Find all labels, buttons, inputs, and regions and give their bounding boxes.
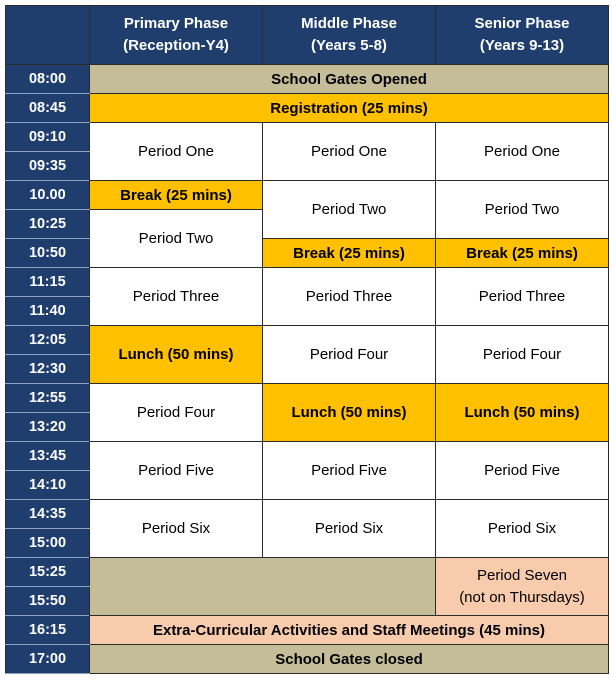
time-cell: 10.00: [6, 181, 90, 210]
primary-period-five: Period Five: [90, 442, 263, 500]
header-row: [6, 6, 609, 65]
time-cell: 11:40: [6, 297, 90, 326]
middle-period-six: Period Six: [263, 500, 436, 558]
senior-period-one: Period One: [436, 123, 609, 181]
time-cell: 11:15: [6, 268, 90, 297]
registration-cell: Registration (25 mins): [90, 94, 609, 123]
time-cell: 12:05: [6, 326, 90, 355]
header-middle-subtitle: (Years 5-8): [311, 37, 387, 54]
timetable: [5, 5, 609, 674]
senior-period-three: Period Three: [436, 268, 609, 326]
middle-period-three: Period Three: [263, 268, 436, 326]
senior-period-two: Period Two: [436, 181, 609, 239]
period-seven-label: Period Seven: [476, 566, 568, 584]
time-cell: 08:45: [6, 94, 90, 123]
gates-closed-cell: School Gates closed: [90, 645, 609, 674]
time-cell: 17:00: [6, 645, 90, 674]
time-cell: 13:45: [6, 442, 90, 471]
primary-period-four: Period Four: [90, 384, 263, 442]
middle-period-five: Period Five: [263, 442, 436, 500]
time-cell: 13:20: [6, 413, 90, 442]
senior-period-four: Period Four: [436, 326, 609, 384]
primary-period-one: Period One: [90, 123, 263, 181]
gates-opened-cell: School Gates Opened: [90, 65, 609, 94]
time-cell: 12:30: [6, 355, 90, 384]
primary-period-two: Period Two: [90, 210, 263, 268]
time-cell: 09:35: [6, 152, 90, 181]
middle-period-one: Period One: [263, 123, 436, 181]
header-primary-title: Primary Phase: [123, 15, 229, 32]
time-cell: 12:55: [6, 384, 90, 413]
header-primary-subtitle: (Reception-Y4): [123, 37, 229, 54]
primary-break: Break (25 mins): [90, 181, 263, 210]
middle-period-four: Period Four: [263, 326, 436, 384]
corner-cell: [6, 6, 90, 65]
time-cell: 15:00: [6, 529, 90, 558]
senior-period-five: Period Five: [436, 442, 609, 500]
time-cell: 15:25: [6, 558, 90, 587]
empty-gray-block: [90, 558, 436, 616]
middle-break: Break (25 mins): [263, 239, 436, 268]
header-primary: [90, 6, 263, 65]
senior-lunch: Lunch (50 mins): [436, 384, 609, 442]
time-cell: 14:35: [6, 500, 90, 529]
primary-period-three: Period Three: [90, 268, 263, 326]
time-cell: 08:00: [6, 65, 90, 94]
header-middle: [263, 6, 436, 65]
header-senior-subtitle: (Years 9-13): [479, 37, 565, 54]
time-cell: 15:50: [6, 587, 90, 616]
header-senior-title: Senior Phase: [474, 15, 570, 32]
senior-break: Break (25 mins): [436, 239, 609, 268]
primary-lunch: Lunch (50 mins): [90, 326, 263, 384]
middle-period-two: Period Two: [263, 181, 436, 239]
header-senior: [436, 6, 609, 65]
extra-curricular-cell: Extra-Curricular Activities and Staff Meetings (45 mins): [90, 616, 609, 645]
senior-period-six: Period Six: [436, 500, 609, 558]
header-middle-title: Middle Phase: [301, 15, 397, 32]
time-cell: 16:15: [6, 616, 90, 645]
time-cell: 10:50: [6, 239, 90, 268]
middle-lunch: Lunch (50 mins): [263, 384, 436, 442]
time-cell: 09:10: [6, 123, 90, 152]
primary-period-six: Period Six: [90, 500, 263, 558]
senior-period-seven: [436, 558, 609, 616]
time-cell: 14:10: [6, 471, 90, 500]
period-seven-note: (not on Thursdays): [459, 588, 585, 606]
time-cell: 10:25: [6, 210, 90, 239]
